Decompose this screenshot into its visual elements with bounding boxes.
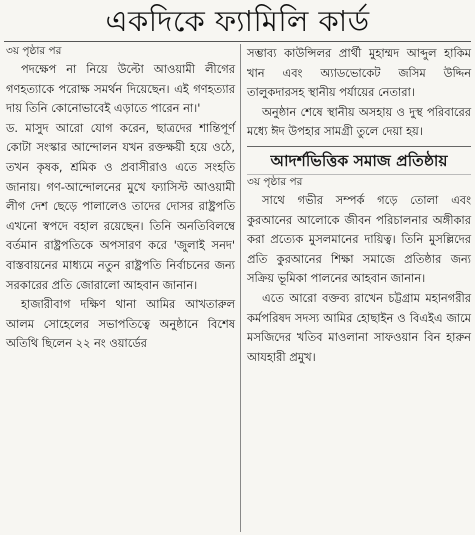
headline: একদিকে ফ্যামিলি কার্ড [105, 4, 370, 38]
article-paragraph: ড. মাসুদ আরো যোগ করেন, ছাত্রদের শান্তিপূর্ণ কোটা সংস্কার আন্দোলন যখন রক্তক্ষয়ী হয়ে ওঠে, তখন কৃষক, শ্রমিক ও প্রবাসীরাও এতে সংহতি জানায়। গণ-আন্দোলনের মুখে ফ্যাসিস্ট আওয়ামী লীগ দেশ ছেড়ে পালালেও তাদের দোসর রাষ্ট্রপতি এখনো স্বপদে বহাল রয়েছেন। তিনি অনতিবিলম্বে বর্তমান রাষ্ট্রপতিকে অপসারণ করে 'জুলাই সনদ' বাস্তবায়নের মাধ্যমে নতুন রাষ্ট্রপতি নির্বাচনের জন্য সরকারের প্রতি জোরালো আহবান জানান। [6, 120, 235, 292]
left-column [6, 44, 235, 354]
right-column [247, 44, 471, 367]
article-paragraph: সম্ভাব্য কাউন্সিলর প্রার্থী মুহাম্মদ আব্দুল হাকিম খান এবং অ্যাডভোকেট জসিম উদ্দিন তালুকদারসহ স্থানীয় পর্যায়ের নেতারা। [247, 46, 471, 100]
continued-from-label: ৩য় পৃষ্ঠার পর [6, 45, 62, 57]
column-divider [240, 44, 241, 532]
article-paragraph: পদক্ষেপ না নিয়ে উল্টো আওয়ামী লীগের গণহত্যাকে পরোক্ষ সমর্থন দিয়েছেন। এই গণহত্যার দায় তিনি কোনোভাবেই এড়াতে পারেন না।' [6, 62, 235, 116]
headline-rule [4, 41, 471, 42]
article-paragraph: অনুষ্ঠান শেষে স্থানীয় অসহায় ও দুস্থ পরিবারের মধ্যে ঈদ উপহার সামগ্রী তুলে দেয়া হয়। [247, 104, 471, 139]
continued-from-label: ৩য় পৃষ্ঠার পর [247, 175, 303, 188]
article-paragraph: হাজারীবাগ দক্ষিণ থানা আমির আখতারুল আলম সোহেলের সভাপতিত্বে অনুষ্ঠানে বিশেষ অতিথি ছিলেন ২২ নং ওয়ার্ডের [6, 297, 235, 351]
article-paragraph: সাথে গভীর সম্পর্ক গড়ে তোলা এবং কুরআনের আলোকে জীবন পরিচালনার অঙ্গীকার করা প্রত্যেক মুসলমানের দায়িত্ব। তিনি মুসল্লিদের প্রতি কুরআনের শিক্ষা সমাজে প্রতিষ্ঠার জন্য সক্রিয় ভূমিকা পালনের আহবান জানান। [247, 192, 471, 286]
section-subheading: আদর্শভিত্তিক সমাজ প্রতিষ্ঠায় [247, 146, 471, 175]
article-paragraph: এতে আরো বক্তব্য রাখেন চট্টগ্রাম মহানগরীর কর্মপরিষদ সদস্য আমির হোছাইন ও বিএইএ জামে মসজিদের খতিব মাওলানা সাফওয়ান বিন হারুন আযহারী প্রমুখ। [247, 290, 471, 364]
